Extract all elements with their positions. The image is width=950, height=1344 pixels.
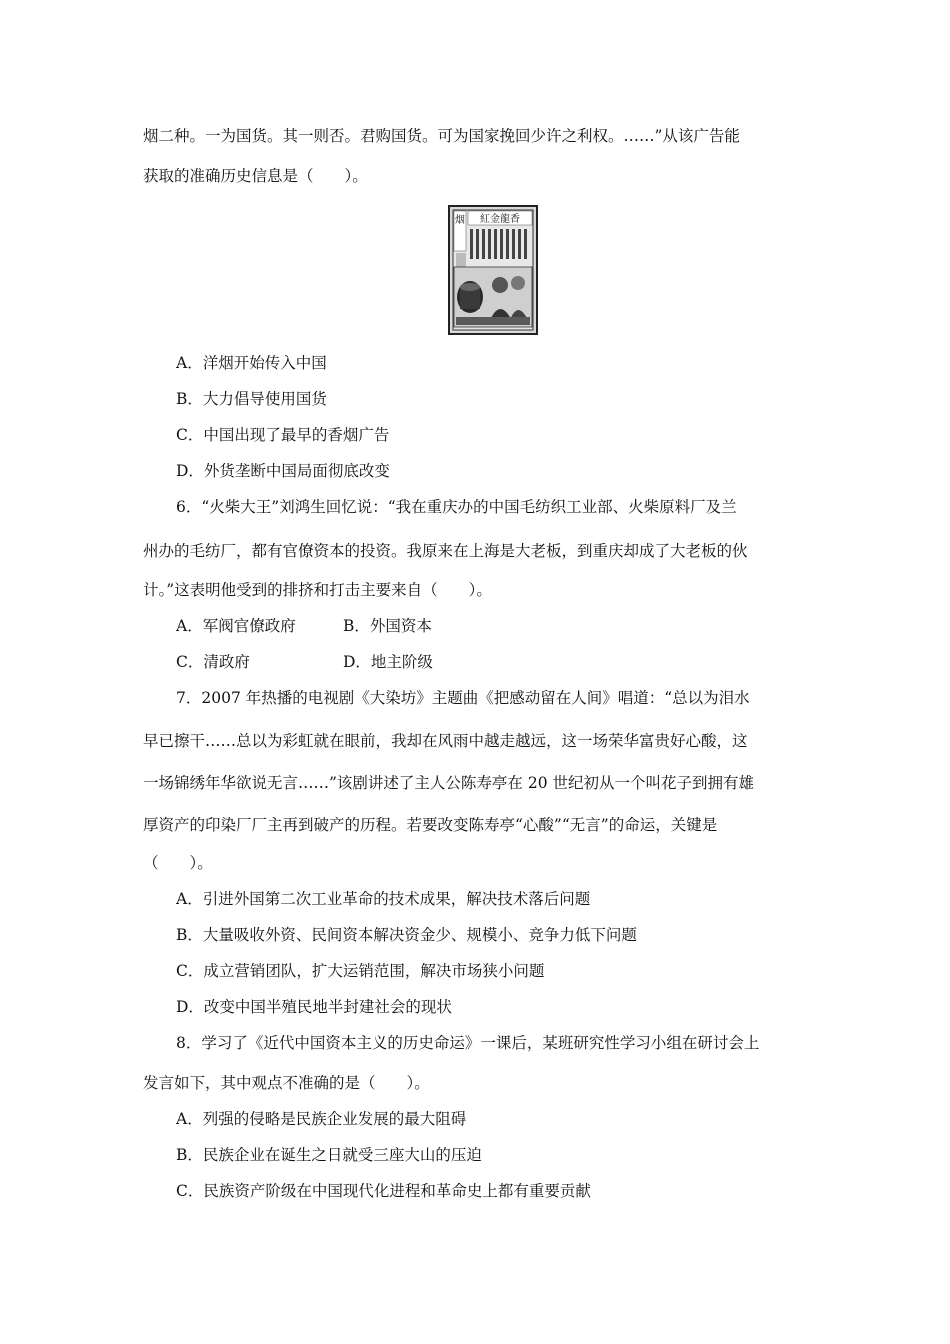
ad-vertical-text: 烟 [455, 215, 465, 226]
q7-option-d: D．改变中国半殖民地半封建社会的现状 [176, 998, 452, 1016]
q5-stem-line-1: 烟二种。一为国货。其一则否。君购国货。可为国家挽回少许之利权。……”从该广告能 [143, 127, 740, 145]
q8-stem-line-2: 发言如下，其中观点不准确的是（ ）。 [143, 1074, 430, 1092]
q6-stem-line-2: 州办的毛纺厂，都有官僚资本的投资。我原来在上海是大老板，到重庆却成了大老板的伙 [143, 542, 748, 560]
q7-stem-line-5: （ ）。 [143, 854, 213, 872]
q7-option-a: A．引进外国第二次工业革命的技术成果，解决技术落后问题 [176, 890, 591, 908]
ad-top-text: 紅金龍香 [480, 214, 520, 225]
q6-option-b: B．外国资本 [343, 617, 432, 635]
q6-option-c: C．清政府 [176, 653, 250, 671]
q6-stem-line-1: 6．“火柴大王”刘鸿生回忆说：“我在重庆办的中国毛纺织工业部、火柴原料厂及兰 [176, 498, 737, 516]
cigarette-advertisement-image [448, 205, 538, 335]
q6-option-d: D．地主阶级 [343, 653, 433, 671]
cigarette-ad-graphic [448, 205, 538, 335]
q8-option-b: B．民族企业在诞生之日就受三座大山的压迫 [176, 1146, 482, 1164]
q7-stem-line-3: 一场锦绣年华欲说无言……”该剧讲述了主人公陈寿亭在 20 世纪初从一个叫花子到拥有雄 [143, 774, 755, 792]
q7-stem-line-4: 厚资产的印染厂厂主再到破产的历程。若要改变陈寿亭“心酸”“无言”的命运，关键是 [143, 816, 718, 834]
q6-stem-line-3: 计。”这表明他受到的排挤和打击主要来自（ ）。 [143, 581, 492, 599]
q5-stem-line-2: 获取的准确历史信息是（ ）。 [143, 167, 368, 185]
q5-option-c: C．中国出现了最早的香烟广告 [176, 426, 390, 444]
q5-option-a: A．洋烟开始传入中国 [176, 354, 327, 372]
q5-option-d: D．外货垄断中国局面彻底改变 [176, 462, 390, 480]
q7-stem-line-1: 7．2007 年热播的电视剧《大染坊》主题曲《把感动留在人间》唱道：“总以为泪水 [176, 689, 750, 707]
q6-option-a: A．军阀官僚政府 [176, 617, 296, 635]
q5-option-b: B．大力倡导使用国货 [176, 390, 327, 408]
q8-stem-line-1: 8．学习了《近代中国资本主义的历史命运》一课后，某班研究性学习小组在研讨会上 [176, 1034, 760, 1052]
q7-stem-line-2: 早已擦干……总以为彩虹就在眼前，我却在风雨中越走越远，这一场荣华富贵好心酸，这 [143, 732, 748, 750]
q8-option-a: A．列强的侵略是民族企业发展的最大阻碍 [176, 1110, 467, 1128]
q7-option-b: B．大量吸收外资、民间资本解决资金少、规模小、竞争力低下问题 [176, 926, 637, 944]
q7-option-c: C．成立营销团队，扩大运销范围，解决市场狭小问题 [176, 962, 545, 980]
q8-option-c: C．民族资产阶级在中国现代化进程和革命史上都有重要贡献 [176, 1182, 591, 1200]
